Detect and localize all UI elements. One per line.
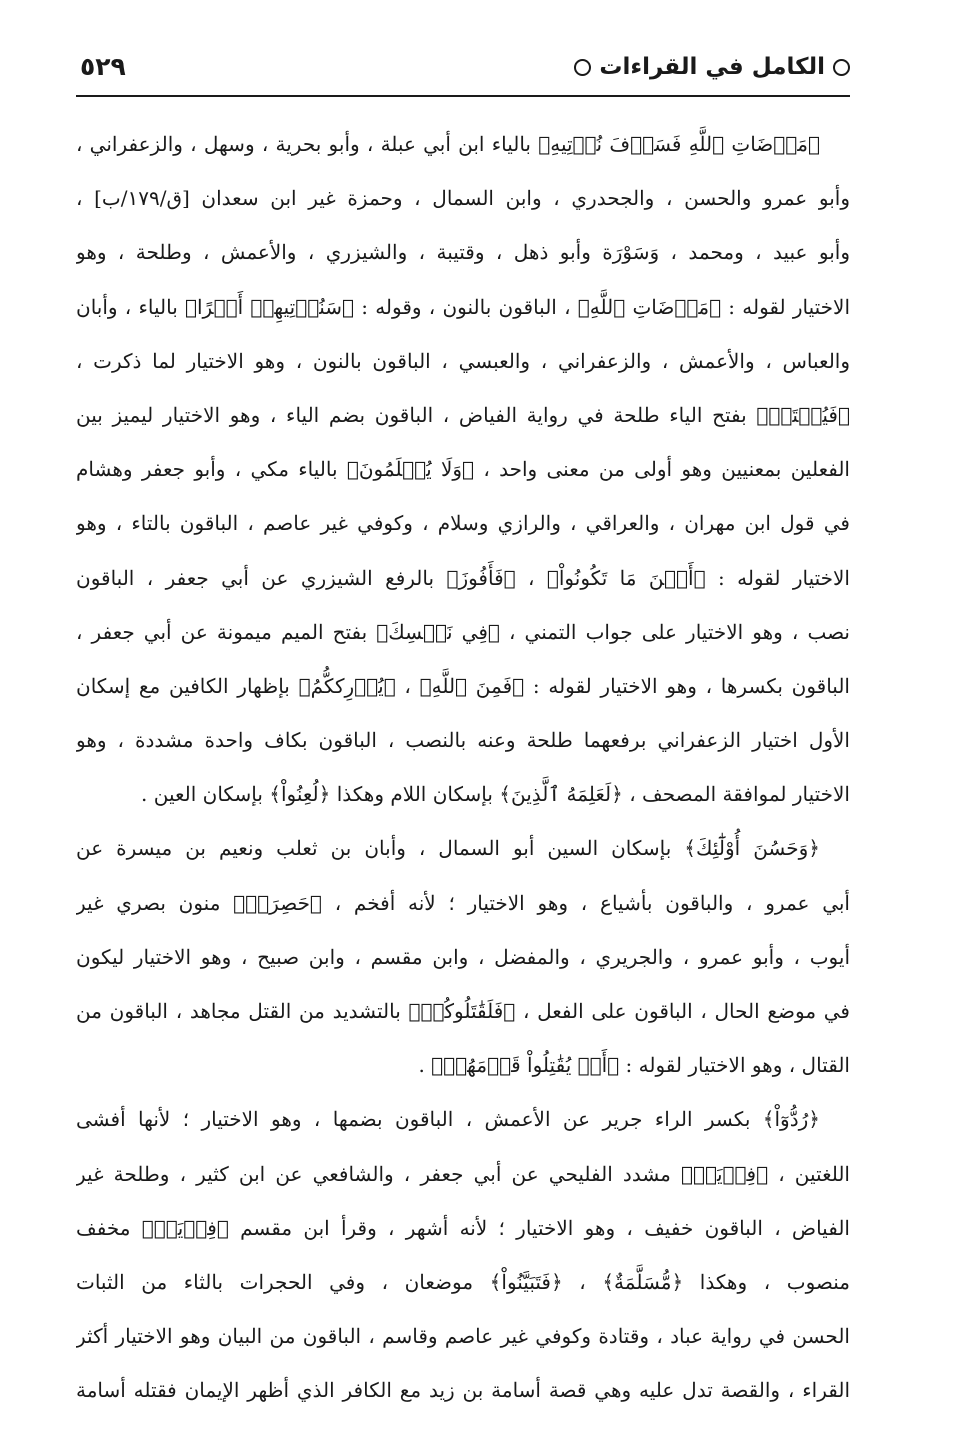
text-line: الباقون بكسرها ، وهو الاختيار لقوله : ﴿فَمِنَ ٱللَّهِ﴾ ، ﴿يُدۡرِككُّمُ﴾ بإظهار الكافين مع إسكان	[76, 673, 850, 698]
text-line: الفياض ، الباقون خفيف ، وهو الاختيار ؛ لأنه أشهر ، وقرأ ابن مقسم ﴿فِدۡيَةٞ﴾ مخفف	[76, 1215, 850, 1240]
page-header	[76, 50, 850, 94]
text-line: الأول اختيار الزعفراني برفعهما طلحة وعنه بالنصب ، الباقون بكاف واحدة مشددة ، وهو	[76, 728, 850, 753]
text-line: منصوب ، وهكذا ﴿مُّسَلَّمَةٌ﴾ ، ﴿فَتَبَيَّنُواْ﴾ موضعان ، وفي الحجرات بالثاء من الثبات	[76, 1269, 850, 1294]
text-line: ﴿فَيُقۡتَلۡ﴾ بفتح الياء طلحة في رواية الفياض ، الباقون بضم الياء ، وهو الاختيار ليميز بين	[76, 402, 850, 427]
text-line: الاختيار لقوله : ﴿مَرۡضَاتِ ٱللَّهِ﴾ ، الباقون بالنون ، وقوله : ﴿سَنُؤۡتِيهِمۡ أَجۡرًا﴾ بالياء ، وأبان	[76, 294, 850, 319]
text-line: ﴿مَرۡضَاتِ ٱللَّهِ فَسَوۡفَ نُؤۡتِيهِ﴾ بالياء ابن أبي عبلة ، وأبو بحرية ، وسهل ، والزعفراني ،	[76, 132, 821, 156]
text-line: الاختيار لموافقة المصحف ، ﴿لَعَلِمَهُ ٱلَّذِينَ﴾ بإسكان اللام وهكذا ﴿لُعِنُواْ﴾ بإسكان العين .	[141, 782, 850, 807]
body-text	[76, 117, 850, 1418]
paragraph	[76, 1092, 850, 1417]
text-line: في موضع الحال ، الباقون على الفعل ، ﴿فَلَقَٰتَلُوكُمۡ﴾ بالتشديد من القتل مجاهد ، الباقون من	[76, 999, 850, 1023]
text-line: القتال ، وهو الاختيار لقوله : ﴿أَوۡ يُقَٰتِلُواْ قَوۡمَهُمۡ﴾ .	[418, 1053, 850, 1078]
running-title	[574, 54, 850, 80]
text-line: اللغتين ، ﴿فِدۡيَةٞ﴾ مشدد الفليحي عن أبي جعفر ، والشافعي عن ابن كثير ، وطلحة غير	[76, 1161, 850, 1186]
text-line: وأبو عبيد ، ومحمد ، وَسَوْرَة وأبو ذهل ، وقتيبة ، والشيزري ، والأعمش ، وطلحة ، وهو	[76, 240, 850, 265]
text-line: ﴿رُدُّوٓاْ﴾ بكسر الراء جرير عن الأعمش ، الباقون بضمها ، وهو الاختيار ؛ لأنها أفشى	[76, 1107, 820, 1132]
text-line: أيوب ، وأبو عمرو ، والجريري ، والمفضل ، وابن مقسم ، وابن صبيح ، وهو الاختيار ليكون	[76, 944, 850, 969]
running-title-text: الكامل في القراءات	[599, 54, 825, 80]
text-line: في قول ابن مهران ، والعراقي ، والرازي وسلام ، وكوفي غير عاصم ، الباقون بالتاء ، وهو	[76, 511, 850, 536]
paragraph	[76, 821, 850, 1092]
text-line: القراء ، والقصة تدل عليه وهي قصة أسامة بن زيد مع الكافر الذي أظهر الإيمان فقتله أسامة	[76, 1378, 850, 1403]
text-line: الفعلين بمعنيين وهو أولى من معنى واحد ، ﴿وَلَا يُظۡلَمُونَ﴾ بالياء مكي ، وأبو جعفر وهشام	[76, 457, 850, 482]
circle-ornament-icon	[833, 59, 850, 76]
text-line: الحسن في رواية عباد ، وقتادة وكوفي غير عاصم وقاسم ، الباقون من البيان وهو الاختيار أكثر	[76, 1324, 850, 1349]
text-line: نصب ، وهو الاختيار على جواب التمني ، ﴿فِي نَفۡسِكَ﴾ بفتح الميم ميمونة عن أبي جعفر ،	[76, 619, 850, 644]
header-divider	[76, 95, 850, 97]
circle-ornament-icon	[574, 59, 591, 76]
page-number: ٥٢٩	[80, 52, 126, 81]
text-line: وأبو عمرو والحسن ، والجحدري ، وابن السمال ، وحمزة غير ابن سعدان [ق/١٧٩/ب] ،	[76, 186, 850, 211]
text-line: والعباس ، والأعمش ، والزعفراني ، والعبسي ، الباقون بالنون ، وهو الاختيار لما ذكرت ،	[76, 348, 850, 373]
paragraph	[76, 117, 850, 821]
text-line: الاختيار لقوله : ﴿أَيۡنَ مَا تَكُونُواْ﴾ ، ﴿فَأَفُوزَ﴾ بالرفع الشيزري عن أبي جعفر ، الباقون	[76, 565, 850, 590]
text-line: ﴿وَحَسُنَ أُوْلَٰٓئِكَ﴾ بإسكان السين أبو السمال ، وأبان بن ثعلب ونعيم بن ميسرة عن	[76, 836, 820, 861]
text-line: أبي عمرو ، والباقون بأشياع ، وهو الاختيار ؛ لأنه أفخم ، ﴿حَصِرَتۡ﴾ منون بصري غير	[76, 890, 850, 915]
